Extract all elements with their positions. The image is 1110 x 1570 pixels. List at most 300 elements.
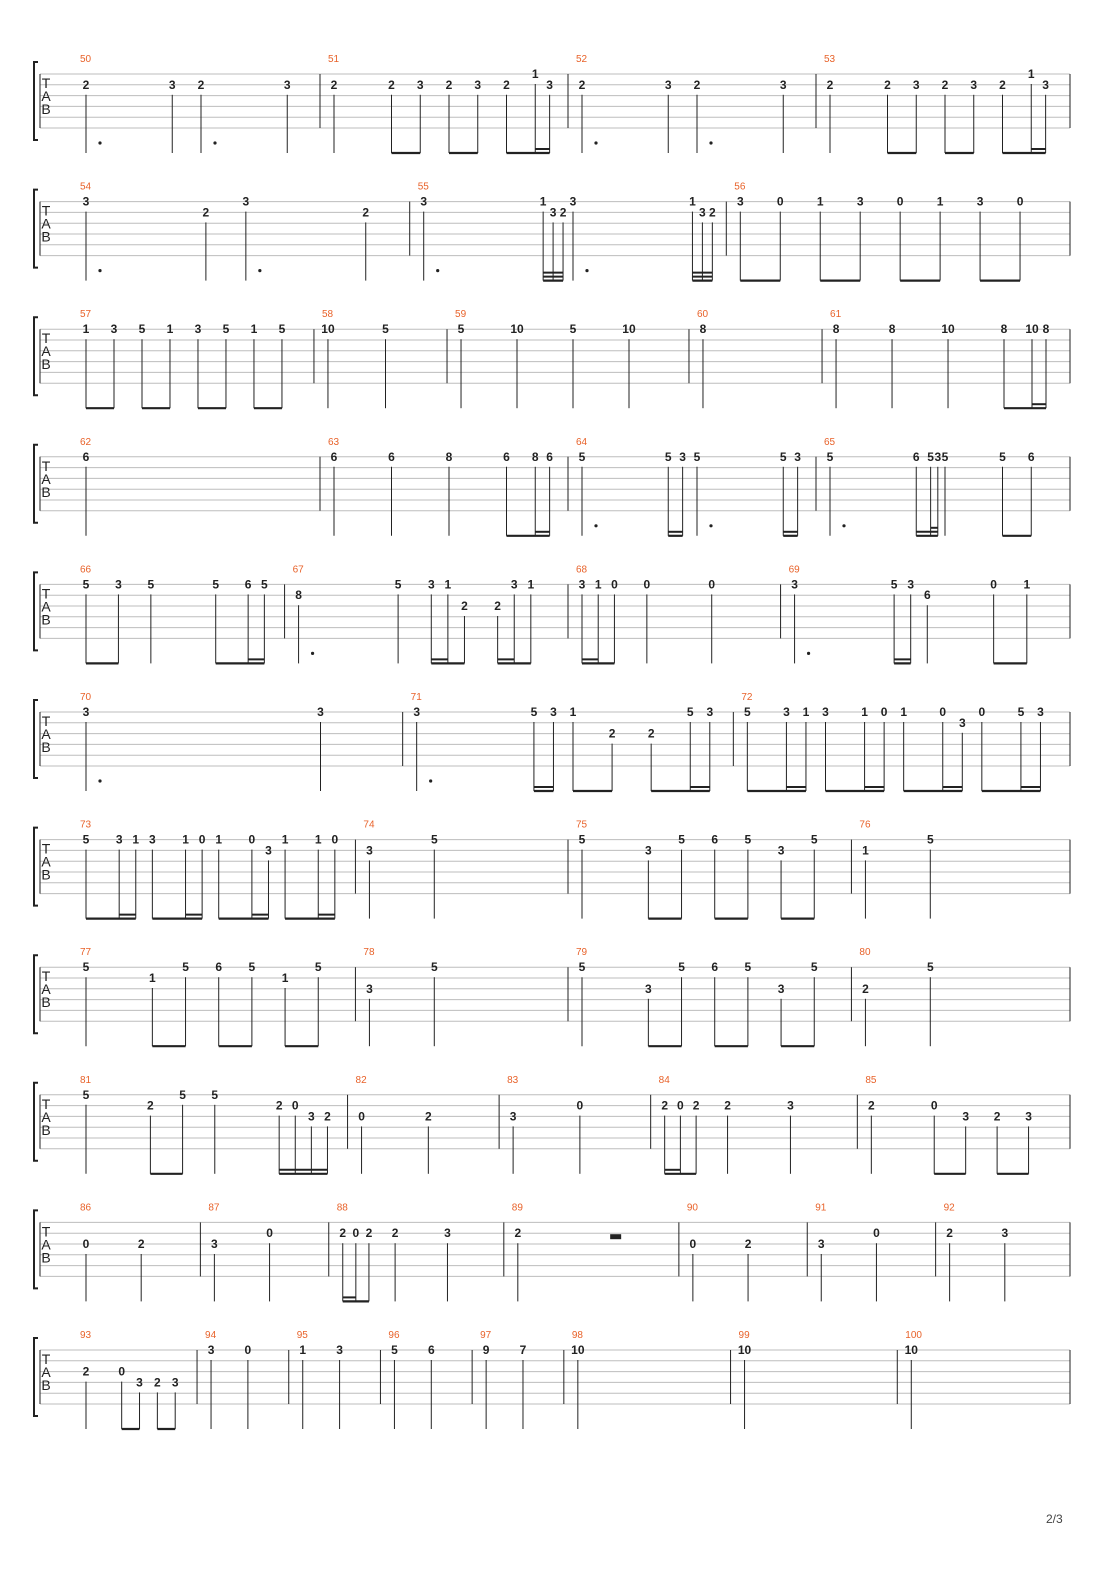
- fret-number: 1: [527, 577, 535, 592]
- fret-number: 5: [693, 449, 701, 464]
- tab-clef-letter: B: [41, 483, 51, 500]
- measure: [197, 1330, 252, 1429]
- tab-clef-letter: B: [41, 611, 51, 628]
- measure: [355, 947, 438, 1046]
- fret-number: 0: [82, 1237, 90, 1251]
- tab-clef-letter: B: [41, 1121, 51, 1138]
- fret-number: 3: [308, 1109, 315, 1124]
- dot: [842, 524, 845, 527]
- tab-clef-letter: B: [41, 101, 51, 117]
- fret-number: 2: [137, 1237, 145, 1251]
- fret-number: 3: [115, 577, 122, 592]
- system-bracket: [34, 445, 38, 523]
- fret-number: 2: [647, 726, 655, 741]
- fret-number: 3: [194, 322, 202, 337]
- fret-number: 3: [168, 77, 176, 92]
- fret-number: 2: [202, 205, 210, 220]
- system-bracket: [34, 828, 38, 906]
- measure-number: 68: [576, 564, 588, 576]
- measure-number: 64: [576, 436, 588, 448]
- measure-number: 74: [363, 819, 375, 831]
- fret-number: 2: [388, 77, 395, 92]
- measure: [726, 182, 1023, 281]
- fret-number: 0: [352, 1226, 360, 1241]
- fret-number: 5: [664, 449, 672, 464]
- fret-number: 3: [317, 705, 324, 719]
- fret-number: 2: [330, 77, 338, 92]
- tab-clef-letter: A: [41, 1364, 51, 1380]
- fret-number: 0: [930, 1098, 938, 1113]
- fret-number: 2: [608, 726, 616, 741]
- measure-number: 54: [80, 181, 92, 193]
- fret-number: 5: [82, 832, 90, 847]
- fret-number: 5: [147, 577, 155, 592]
- tab-system: [34, 437, 1070, 536]
- fret-number: 0: [643, 577, 651, 592]
- fret-number: 2: [724, 1098, 731, 1113]
- measure: [816, 54, 1049, 153]
- fret-number: 3: [787, 1098, 794, 1113]
- fret-number: 0: [576, 1098, 584, 1113]
- fret-number: 0: [978, 705, 986, 719]
- fret-number: 10: [904, 1343, 918, 1357]
- measure-number: 85: [865, 1074, 877, 1086]
- measure: [80, 1075, 331, 1174]
- fret-number: 3: [413, 705, 421, 719]
- tab-clef-letter: A: [41, 726, 51, 742]
- measure-number: 97: [480, 1330, 492, 1341]
- fret-number: 3: [115, 832, 123, 847]
- fret-number: 3: [569, 194, 577, 209]
- fret-number: 5: [826, 449, 834, 464]
- fret-number: 7: [519, 1343, 527, 1357]
- dot: [585, 269, 588, 272]
- measure-number: 89: [511, 1202, 523, 1214]
- tab-clef-letter: T: [41, 202, 51, 219]
- measure-number: 99: [738, 1330, 750, 1341]
- measure-number: 77: [80, 947, 92, 959]
- fret-number: 5: [678, 960, 685, 975]
- dot: [594, 524, 597, 527]
- dot: [709, 524, 712, 527]
- fret-number: 10: [1025, 322, 1039, 337]
- tab-system: [34, 947, 1070, 1046]
- tab-system: [34, 692, 1070, 791]
- measure: [80, 947, 322, 1046]
- measure: [568, 437, 801, 536]
- fret-number: 2: [514, 1226, 522, 1241]
- fret-number: 2: [424, 1109, 432, 1124]
- fret-number: 1: [1023, 577, 1031, 592]
- dot: [213, 141, 216, 144]
- fret-number: 6: [1027, 449, 1035, 464]
- fret-number: 5: [82, 1087, 90, 1102]
- tab-clef-letter: B: [41, 739, 51, 755]
- page-number: 2/3: [1046, 1512, 1063, 1526]
- fret-number: 3: [110, 322, 118, 337]
- fret-number: 3: [958, 715, 966, 730]
- tab-system: [34, 1330, 1070, 1429]
- tab-clef-letter: B: [41, 356, 51, 373]
- measure-number: 53: [824, 54, 836, 65]
- fret-number: 10: [571, 1343, 585, 1357]
- fret-number: 3: [645, 981, 652, 996]
- fret-number: 2: [391, 1226, 399, 1241]
- measure: [472, 1330, 527, 1429]
- measure: [816, 437, 1035, 536]
- fret-number: 8: [699, 322, 707, 337]
- fret-number: 8: [295, 588, 302, 603]
- tab-system: [34, 182, 1070, 281]
- fret-number: 0: [248, 832, 256, 847]
- measure: [651, 1075, 794, 1174]
- fret-number: 5: [686, 705, 694, 719]
- measure-number: 95: [296, 1330, 308, 1341]
- fret-number: 3: [1001, 1226, 1009, 1241]
- fret-number: 1: [594, 577, 602, 592]
- measure: [329, 1202, 451, 1301]
- fret-number: 3: [444, 1226, 451, 1241]
- fret-number: 2: [494, 599, 501, 613]
- system-bracket: [34, 62, 38, 140]
- tab-clef-letter: B: [41, 866, 51, 883]
- fret-number: 5: [382, 322, 389, 337]
- fret-number: 5: [138, 322, 146, 337]
- measure: [568, 947, 818, 1046]
- measure: [80, 309, 286, 408]
- tab-system: [34, 1202, 1070, 1301]
- fret-number: 3: [550, 705, 557, 719]
- measure-number: 63: [328, 436, 340, 448]
- measure: [80, 820, 338, 919]
- fret-number: 10: [622, 322, 636, 337]
- fret-number: 2: [559, 205, 567, 220]
- measure-number: 84: [658, 1074, 670, 1086]
- fret-number: 3: [1042, 77, 1049, 92]
- fret-number: 3: [82, 194, 90, 209]
- measure-number: 100: [905, 1330, 922, 1341]
- fret-number: 1: [250, 322, 258, 337]
- fret-number: 2: [324, 1109, 331, 1124]
- fret-number: 10: [510, 322, 524, 337]
- fret-number: 5: [569, 322, 577, 337]
- measure-number: 67: [292, 564, 304, 576]
- fret-number: 2: [339, 1226, 347, 1241]
- measure-number: 55: [417, 181, 429, 193]
- tab-clef-letter: A: [41, 598, 51, 615]
- fret-number: 10: [321, 322, 335, 337]
- measure: [80, 1330, 179, 1429]
- fret-number: 0: [689, 1237, 697, 1251]
- tab-clef-letter: A: [41, 853, 51, 870]
- fret-number: 5: [530, 705, 538, 719]
- tab-clef-letter: T: [41, 1095, 51, 1112]
- measure: [410, 182, 716, 281]
- measure-number: 81: [80, 1074, 92, 1086]
- fret-number: 9: [482, 1343, 490, 1357]
- fret-number: 6: [82, 449, 90, 464]
- measure-number: 75: [576, 819, 588, 831]
- fret-number: 8: [1000, 322, 1008, 337]
- fret-number: 3: [474, 77, 482, 92]
- fret-number: 1: [861, 705, 868, 719]
- fret-number: 3: [791, 577, 798, 592]
- fret-number: 0: [677, 1098, 684, 1113]
- measure-number: 83: [507, 1074, 519, 1086]
- fret-number: 5: [941, 449, 949, 464]
- fret-number: 2: [693, 77, 701, 92]
- fret-number: 6: [503, 449, 510, 464]
- system-bracket: [34, 1210, 38, 1288]
- tab-clef-letter: B: [41, 1249, 51, 1266]
- measure-number: 58: [321, 309, 334, 321]
- dot: [807, 652, 810, 655]
- fret-number: 5: [678, 832, 685, 847]
- fret-number: 2: [661, 1098, 669, 1113]
- fret-number: 3: [777, 981, 785, 996]
- fret-number: 5: [391, 1343, 398, 1357]
- fret-number: 5: [890, 577, 898, 592]
- measure-number: 91: [815, 1202, 827, 1214]
- fret-number: 0: [896, 194, 904, 209]
- measure-number: 59: [455, 309, 467, 321]
- measure: [731, 1330, 752, 1429]
- fret-number: 3: [82, 705, 90, 719]
- measure-number: 66: [80, 564, 92, 576]
- fret-number: 0: [118, 1364, 126, 1379]
- tab-system: [34, 54, 1070, 153]
- fret-number: 1: [816, 194, 824, 209]
- tab-clef-letter: T: [41, 457, 51, 474]
- fret-number: 3: [366, 981, 373, 996]
- fret-number: 3: [1037, 705, 1044, 719]
- fret-number: 3: [645, 843, 652, 858]
- fret-number: 1: [802, 705, 810, 719]
- measure: [689, 309, 709, 408]
- fret-number: 2: [154, 1375, 161, 1390]
- tab-clef-letter: T: [41, 75, 51, 91]
- measure: [781, 564, 1031, 663]
- fret-number: 5: [578, 960, 586, 975]
- half-rest: [610, 1234, 621, 1239]
- fret-number: 5: [926, 960, 934, 975]
- fret-number: 1: [82, 322, 90, 337]
- fret-number: 0: [611, 577, 618, 592]
- system-bracket: [34, 572, 38, 650]
- fret-number: 5: [926, 832, 934, 847]
- fret-number: 2: [197, 77, 205, 92]
- fret-number: 8: [888, 322, 896, 337]
- dot: [594, 141, 597, 144]
- fret-number: 5: [314, 960, 322, 975]
- measure: [568, 820, 818, 919]
- system-bracket: [34, 955, 38, 1033]
- measure: [733, 692, 1044, 791]
- fret-number: 6: [244, 577, 252, 592]
- tab-clef-letter: A: [41, 88, 51, 104]
- fret-number: 5: [1017, 705, 1025, 719]
- fret-number: 6: [546, 449, 553, 464]
- measure: [897, 1330, 922, 1429]
- measure-number: 79: [576, 947, 588, 959]
- measure: [499, 1075, 583, 1174]
- fret-number: 2: [941, 77, 949, 92]
- fret-number: 1: [569, 705, 577, 719]
- tab-clef-letter: T: [41, 585, 51, 602]
- measure: [851, 947, 934, 1046]
- dot: [98, 141, 101, 144]
- fret-number: 6: [923, 588, 931, 603]
- fret-number: 5: [211, 1087, 219, 1102]
- fret-number: 3: [136, 1375, 143, 1390]
- fret-number: 5: [82, 960, 90, 975]
- tab-clef-letter: T: [41, 1223, 51, 1240]
- measure-number: 52: [576, 54, 588, 65]
- fret-number: 2: [826, 77, 834, 92]
- fret-number: 10: [737, 1343, 752, 1357]
- measure-number: 93: [80, 1330, 92, 1341]
- fret-number: 1: [299, 1343, 307, 1357]
- fret-number: 6: [388, 449, 395, 464]
- fret-number: 5: [810, 832, 818, 847]
- tab-clef-letter: A: [41, 215, 51, 232]
- fret-number: 3: [822, 705, 829, 719]
- fret-number: 5: [744, 960, 752, 975]
- measure: [447, 309, 636, 408]
- measure: [285, 564, 535, 663]
- fret-number: 3: [283, 77, 291, 92]
- measure-number: 90: [686, 1202, 698, 1214]
- tab-clef-letter: B: [41, 994, 51, 1011]
- measure: [568, 564, 715, 663]
- measure: [80, 564, 268, 663]
- fret-number: 1: [281, 971, 289, 985]
- measure: [568, 54, 787, 153]
- system-bracket: [34, 317, 38, 395]
- fret-number: 2: [82, 77, 90, 92]
- fret-number: 0: [198, 832, 206, 847]
- fret-number: 1: [149, 971, 156, 985]
- measure-number: 82: [355, 1074, 367, 1086]
- fret-number: 3: [265, 843, 272, 858]
- fret-number: 3: [171, 1375, 179, 1390]
- fret-number: 0: [708, 577, 716, 592]
- fret-number: 1: [539, 194, 547, 209]
- measure-number: 88: [336, 1202, 348, 1214]
- fret-number: 0: [1016, 194, 1024, 209]
- fret-number: 3: [970, 77, 978, 92]
- fret-number: 1: [862, 843, 869, 858]
- measure: [380, 1330, 435, 1429]
- measure-number: 57: [80, 309, 92, 321]
- fret-number: 1: [281, 832, 289, 847]
- measure: [504, 1202, 621, 1301]
- fret-number: 0: [266, 1226, 273, 1241]
- tab-system: [34, 564, 1070, 663]
- fret-number: 1: [132, 832, 140, 847]
- fret-number: 2: [999, 77, 1006, 92]
- system-bracket: [34, 1083, 38, 1161]
- fret-number: 2: [275, 1098, 283, 1113]
- fret-number: 10: [941, 322, 955, 337]
- tab-clef-letter: T: [41, 1351, 51, 1367]
- measure-number: 80: [859, 947, 871, 959]
- fret-number: 2: [884, 77, 891, 92]
- fret-number: 3: [706, 705, 714, 719]
- fret-number: 5: [744, 832, 752, 847]
- fret-number: 3: [420, 194, 428, 209]
- fret-number: 3: [510, 577, 518, 592]
- measure-number: 71: [410, 692, 422, 703]
- fret-number: 6: [330, 449, 338, 464]
- fret-number: 3: [783, 705, 790, 719]
- dot: [258, 269, 261, 272]
- fret-number: 5: [578, 832, 586, 847]
- fret-number: 8: [1042, 322, 1050, 337]
- fret-number: 3: [679, 449, 686, 464]
- measure: [851, 820, 934, 919]
- tab-clef-letter: A: [41, 470, 51, 487]
- dot: [98, 269, 101, 272]
- tab-clef-letter: A: [41, 1108, 51, 1125]
- fret-number: 3: [664, 77, 672, 92]
- tab-system: [34, 820, 1070, 919]
- measure: [200, 1202, 273, 1301]
- measure: [314, 309, 389, 408]
- measure: [857, 1075, 1032, 1174]
- fret-number: 8: [832, 322, 840, 337]
- measure: [289, 1330, 344, 1429]
- fret-number: 3: [546, 77, 553, 92]
- measure-number: 51: [328, 54, 340, 65]
- measure-number: 65: [824, 436, 836, 448]
- dot: [709, 141, 712, 144]
- system-bracket: [34, 1338, 38, 1416]
- dot: [429, 779, 432, 782]
- measure-number: 62: [80, 436, 92, 448]
- fret-number: 5: [927, 449, 934, 464]
- dot: [311, 652, 314, 655]
- fret-number: 1: [215, 832, 223, 847]
- fret-number: 2: [147, 1098, 154, 1113]
- fret-number: 1: [314, 832, 322, 847]
- fret-number: 2: [365, 1226, 373, 1241]
- tab-clef-letter: B: [41, 1377, 51, 1393]
- fret-number: 5: [261, 577, 268, 592]
- fret-number: 3: [336, 1343, 343, 1357]
- fret-number: 2: [503, 77, 510, 92]
- tab-system: [34, 309, 1070, 408]
- fret-number: 5: [394, 577, 402, 592]
- fret-number: 0: [291, 1098, 299, 1113]
- fret-number: 6: [427, 1343, 435, 1357]
- tab-clef-letter: T: [41, 713, 51, 729]
- measure-number: 86: [80, 1202, 92, 1214]
- fret-number: 2: [946, 1226, 953, 1241]
- tab-clef-letter: A: [41, 981, 51, 998]
- fret-number: 1: [531, 67, 539, 81]
- tab-clef-letter: T: [41, 330, 51, 347]
- fret-number: 0: [776, 194, 784, 209]
- fret-number: 0: [990, 577, 997, 592]
- measure: [80, 54, 291, 153]
- measure-number: 70: [80, 692, 92, 703]
- system-bracket: [34, 190, 38, 268]
- fret-number: 5: [212, 577, 220, 592]
- measure: [679, 1202, 752, 1301]
- measure: [320, 54, 553, 153]
- measure-number: 69: [788, 564, 800, 576]
